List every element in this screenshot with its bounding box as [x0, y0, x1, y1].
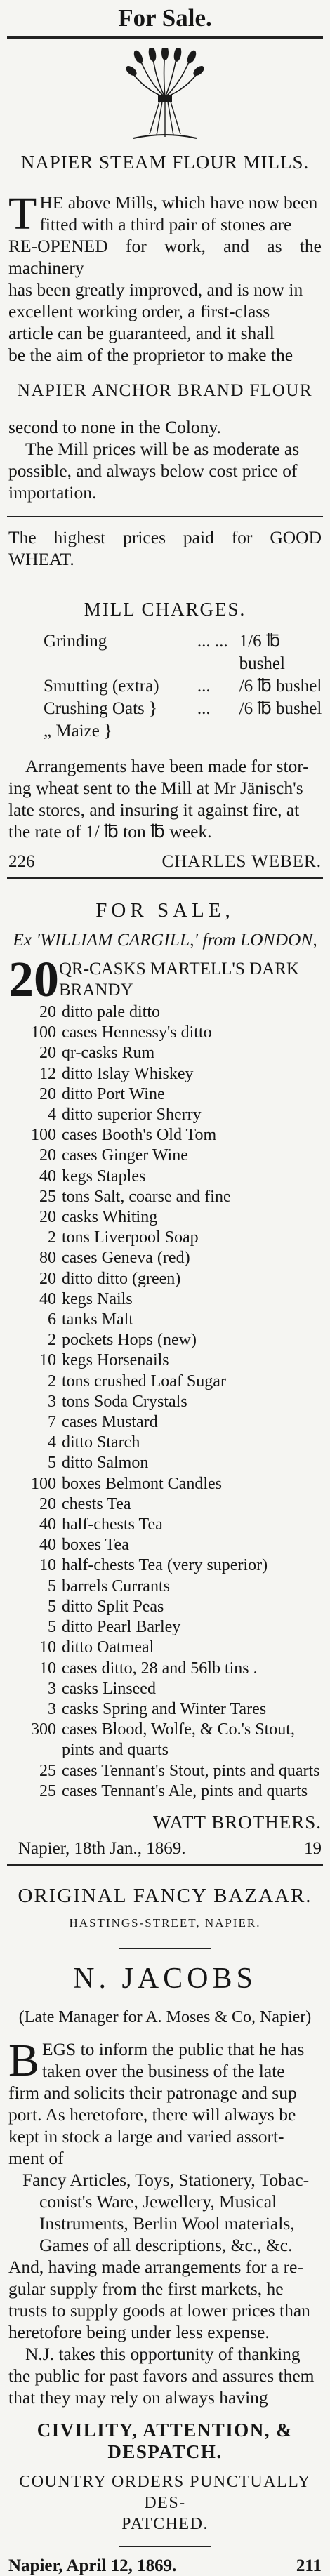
ad-number: 211 [296, 2556, 322, 2575]
text-line: taken over the business of the late [42, 2060, 285, 2081]
text-line: the public for past favors and assures them [8, 2365, 315, 2386]
item-desc: cases Hennessy's ditto [62, 1023, 212, 1042]
text-line: that they may rely on always having [8, 2386, 268, 2408]
item-qty: 25 [39, 1187, 56, 1206]
item-qty: 40 [39, 1536, 56, 1555]
item-desc: cases Tennant's Ale, pints and quarts [62, 1781, 308, 1800]
list-item [8, 1002, 322, 1023]
text-line: firm and solicits their patronage and sup [8, 2082, 297, 2103]
list-item [8, 951, 322, 1007]
item-desc: ditto Starch [62, 1433, 140, 1452]
sale-ex-line: Ex 'WILLIAM CARGILL,' from LONDON, [13, 929, 317, 950]
charge-label: „ Maize } [44, 722, 113, 741]
text-line: importation. [8, 482, 97, 503]
item-desc: cases ditto, 28 and 56lb tins . [62, 1659, 258, 1678]
list-item [8, 1105, 322, 1125]
item-desc: chests Tea [62, 1494, 131, 1513]
item-qty: 5 [48, 1618, 56, 1637]
list-item [8, 1043, 322, 1063]
list-item [8, 1248, 322, 1268]
item-qty: 20 [39, 1044, 56, 1063]
charge-dots [197, 720, 239, 743]
newspaper-page [0, 4, 330, 2575]
charges-table [0, 630, 330, 743]
ad-number: 19 [304, 1838, 322, 1858]
thanks-para [8, 2343, 322, 2408]
charge-price: /6 ℔ bushel [239, 699, 322, 718]
item-desc: ditto pale ditto [62, 1003, 160, 1021]
list-item [8, 1023, 322, 1043]
item-desc: cases Geneva (red) [62, 1249, 190, 1268]
item-qty: 20 [39, 1003, 56, 1021]
text-line: PATCHED. [121, 2514, 209, 2533]
charge-label: Crushing Oats } [44, 699, 157, 718]
item-desc: ditto ditto (green) [62, 1269, 181, 1288]
item-qty: 3 [48, 1679, 56, 1698]
item-desc: barrels Currants [62, 1576, 170, 1595]
item-qty: 25 [39, 1781, 56, 1800]
list-item [8, 1617, 322, 1638]
text-line: HE above Mills, which have now been [39, 192, 318, 213]
list-item [8, 1699, 322, 1720]
item-desc: qr-casks Rum [62, 1044, 155, 1063]
item-desc: ditto Oatmeal [62, 1638, 154, 1657]
item-qty: 20 [39, 1494, 56, 1513]
list-item [8, 1350, 322, 1371]
charge-dots: ... [197, 699, 211, 718]
text-line: fitted with a third pair of stones are [39, 214, 292, 234]
item-desc: half-chests Tea (very superior) [62, 1556, 268, 1575]
text-line: second to none in the Colony. [8, 417, 221, 437]
text-line: trusts to supply goods at lower prices than [8, 2299, 310, 2321]
text-line: heretofore being under less expense. [8, 2321, 270, 2342]
item-qty: 10 [39, 1638, 56, 1657]
item-qty: 20 [8, 951, 59, 1007]
sale-list [8, 951, 322, 1802]
text-line: late stores, and insuring it against fire, at [8, 799, 300, 820]
sale-date: Napier, 18th Jan., 1869. [18, 1838, 186, 1858]
list-item [8, 1659, 322, 1679]
item-desc: ditto superior Sherry [62, 1106, 202, 1124]
item-qty: 10 [39, 1556, 56, 1575]
list-item [8, 1761, 322, 1781]
text-line: The Mill prices will be as moderate as [25, 439, 300, 459]
charge-price: 1/6 ℔ bushel [239, 632, 285, 673]
storage-para [8, 755, 322, 842]
list-item [8, 1372, 322, 1392]
mills-title: NAPIER STEAM FLOUR MILLS. [20, 152, 310, 173]
bazaar-name: N. JACOBS [73, 1962, 257, 1995]
charge-row [44, 720, 330, 743]
list-item [8, 1679, 322, 1699]
item-desc: casks Whiting [62, 1208, 158, 1227]
item-desc: cases Ginger Wine [62, 1146, 188, 1165]
text-line: Instruments, Berlin Wool materials, [39, 2212, 295, 2233]
item-desc: tons Salt, coarse and fine [62, 1187, 231, 1206]
drop-cap: T [8, 188, 37, 239]
charge-row [44, 698, 330, 720]
item-desc: ditto Port Wine [62, 1084, 165, 1103]
text-line: ment of [8, 2147, 64, 2168]
item-desc: ditto Pearl Barley [62, 1618, 181, 1637]
ad-number: 226 [8, 852, 35, 871]
item-desc: QR-CASKS MARTELL'S DARK BRANDY [59, 960, 299, 1000]
item-qty: 20 [39, 1208, 56, 1227]
text-line: the rate of 1/ ℔ ton ℔ week. [8, 821, 212, 842]
list-item [8, 1781, 322, 1802]
list-item [8, 1310, 322, 1330]
sale-title: FOR SALE, [95, 899, 235, 922]
item-qty: 3 [48, 1699, 56, 1718]
item-qty: 3 [48, 1392, 56, 1411]
list-item [8, 1064, 322, 1084]
text-line: RE-OPENED for work, and as the machinery [8, 236, 322, 278]
item-qty: 20 [39, 1146, 56, 1165]
bazaar-street: HASTINGS-STREET, NAPIER. [69, 1916, 261, 1930]
bazaar-date-row [8, 2556, 322, 2576]
text-line: port. As heretofore, there will always be [8, 2104, 296, 2125]
text-line: ing wheat sent to the Mill at Mr Jänisch's [8, 778, 303, 798]
item-qty: 2 [48, 1331, 56, 1350]
sale-items [8, 1002, 322, 1802]
text-line: And, having made arrangements for a re- [8, 2256, 303, 2277]
item-qty: 100 [31, 1474, 56, 1493]
list-item [8, 1207, 322, 1228]
text-line: excellent working order, a first-class [8, 301, 270, 321]
item-desc: cases Tennant's Stout, pints and quarts [62, 1761, 320, 1780]
sale-date-row [8, 1839, 322, 1859]
item-qty: 7 [48, 1413, 56, 1432]
item-qty: 300 [31, 1720, 56, 1739]
charge-label: Grinding [44, 632, 107, 651]
item-qty: 10 [39, 1351, 56, 1370]
item-desc: boxes Tea [62, 1536, 129, 1555]
text-line: COUNTRY ORDERS PUNCTUALLY DES- [19, 2472, 311, 2512]
drop-cap: B [8, 2034, 40, 2086]
item-qty: 40 [39, 1515, 56, 1534]
item-qty: 40 [39, 1289, 56, 1308]
arrange-para [8, 2256, 322, 2343]
item-qty: 5 [48, 1576, 56, 1595]
item-qty: 40 [39, 1167, 56, 1186]
list-item [8, 1494, 322, 1515]
item-desc: casks Linseed [62, 1679, 156, 1698]
list-item [8, 1187, 322, 1207]
item-desc: cases Booth's Old Tom [62, 1126, 217, 1145]
text-line: Fancy Articles, Toys, Stationery, Tobac- [22, 2169, 310, 2190]
brand-heading: NAPIER ANCHOR BRAND FLOUR [17, 381, 313, 400]
item-qty: 2 [48, 1228, 56, 1247]
item-desc: half-chests Tea [62, 1515, 163, 1534]
text-line: article can be guaranteed, and it shall [8, 323, 275, 343]
list-item [8, 1228, 322, 1248]
item-qty: 80 [39, 1249, 56, 1268]
text-line: be the aim of the proprietor to make the [8, 345, 293, 365]
item-qty: 100 [31, 1126, 56, 1145]
text-line: kept in stock a large and varied assort- [8, 2125, 284, 2146]
text-line: gular supply from the first markets, he [8, 2278, 284, 2299]
item-desc: ditto Split Peas [62, 1597, 164, 1616]
list-item [8, 1638, 322, 1658]
charge-dots: ... [197, 677, 211, 696]
text-line: N.J. takes this opportunity of thanking [25, 2343, 301, 2364]
list-item [8, 1269, 322, 1289]
list-item [8, 1433, 322, 1453]
item-qty: 20 [39, 1084, 56, 1103]
list-item [8, 1146, 322, 1166]
signature: CHARLES WEBER. [161, 852, 322, 871]
charge-label: Smutting (extra) [44, 677, 159, 696]
list-item [8, 1555, 322, 1576]
bazaar-date: Napier, April 12, 1869. [8, 2556, 177, 2575]
list-item [8, 1289, 322, 1310]
item-qty: 12 [39, 1064, 56, 1083]
item-desc: kegs Nails [62, 1289, 133, 1308]
item-qty: 5 [48, 1597, 56, 1616]
list-item [8, 1474, 322, 1494]
mills-second [8, 416, 322, 503]
divider [7, 877, 323, 879]
item-qty: 2 [48, 1372, 56, 1390]
header-rule [7, 36, 323, 39]
item-desc: kegs Horsenails [62, 1351, 169, 1370]
text-line: conist's Ware, Jewellery, Musical [39, 2191, 277, 2212]
list-item [8, 1453, 322, 1473]
item-qty: 20 [39, 1269, 56, 1288]
charge-price: /6 ℔ bushel [239, 677, 322, 696]
list-item [8, 1392, 322, 1412]
item-desc: tons Liverpool Soap [62, 1228, 199, 1247]
list-item [8, 1167, 322, 1187]
item-qty: 25 [39, 1761, 56, 1780]
charge-price [239, 720, 330, 743]
item-qty: 4 [48, 1433, 56, 1452]
civility-line: CIVILITY, ATTENTION, & DESPATCH. [37, 2419, 293, 2462]
charge-dots: ... ... [197, 632, 228, 651]
list-item [8, 1330, 322, 1350]
item-desc: tanks Malt [62, 1310, 133, 1329]
sale-signature: WATT BROTHERS. [152, 1811, 322, 1833]
text-line: EGS to inform the public that he has [42, 2038, 305, 2059]
short-divider [119, 2546, 211, 2547]
bazaar-intro [8, 2034, 322, 2169]
bazaar-title: ORIGINAL FANCY BAZAAR. [18, 1884, 312, 1907]
wheat-line: The highest prices paid for GOOD WHEAT. [8, 527, 322, 569]
bazaar-late: (Late Manager for A. Moses & Co, Napier) [18, 2007, 312, 2026]
item-qty: 5 [48, 1454, 56, 1473]
list-item [8, 1125, 322, 1146]
list-item [8, 1576, 322, 1597]
item-desc: tons Soda Crystals [62, 1392, 187, 1411]
item-desc: ditto Salmon [62, 1454, 149, 1473]
mills-signature-row [8, 852, 322, 872]
divider [7, 1864, 323, 1866]
text-line: Games of all descriptions, &c., &c. [39, 2234, 293, 2255]
fancy-articles [22, 2169, 322, 2256]
header-title: For Sale. [118, 4, 212, 32]
list-item [8, 1084, 322, 1105]
charges-title: MILL CHARGES. [84, 599, 246, 620]
list-item [8, 1515, 322, 1535]
item-qty: 4 [48, 1106, 56, 1124]
item-qty: 10 [39, 1659, 56, 1678]
item-desc: tons crushed Loaf Sugar [62, 1372, 226, 1390]
item-desc: kegs Staples [62, 1167, 146, 1186]
charge-row [44, 630, 330, 675]
text-line: Arrangements have been made for stor- [25, 756, 309, 776]
item-qty: 6 [48, 1310, 56, 1329]
charge-row [44, 675, 330, 698]
text-line: has been greatly improved, and is now in [8, 279, 303, 300]
short-divider [119, 1948, 211, 1949]
item-desc: boxes Belmont Candles [62, 1474, 222, 1493]
list-item [8, 1597, 322, 1617]
mills-intro [8, 188, 322, 366]
list-item [8, 1535, 322, 1555]
item-desc: pockets Hops (new) [62, 1331, 197, 1350]
item-desc: casks Spring and Winter Tares [62, 1699, 267, 1718]
item-desc: ditto Islay Whiskey [62, 1064, 194, 1083]
country-orders [0, 2471, 330, 2535]
wheat-sheaf-icon [123, 48, 207, 143]
text-line: possible, and always below cost price of [8, 460, 298, 481]
list-item [8, 1412, 322, 1433]
item-qty: 100 [31, 1023, 56, 1042]
list-item [8, 1720, 322, 1760]
item-desc: cases Blood, Wolfe, & Co.'s Stout, pints and quarts [62, 1720, 295, 1760]
item-desc: cases Mustard [62, 1413, 158, 1432]
divider [7, 516, 323, 517]
